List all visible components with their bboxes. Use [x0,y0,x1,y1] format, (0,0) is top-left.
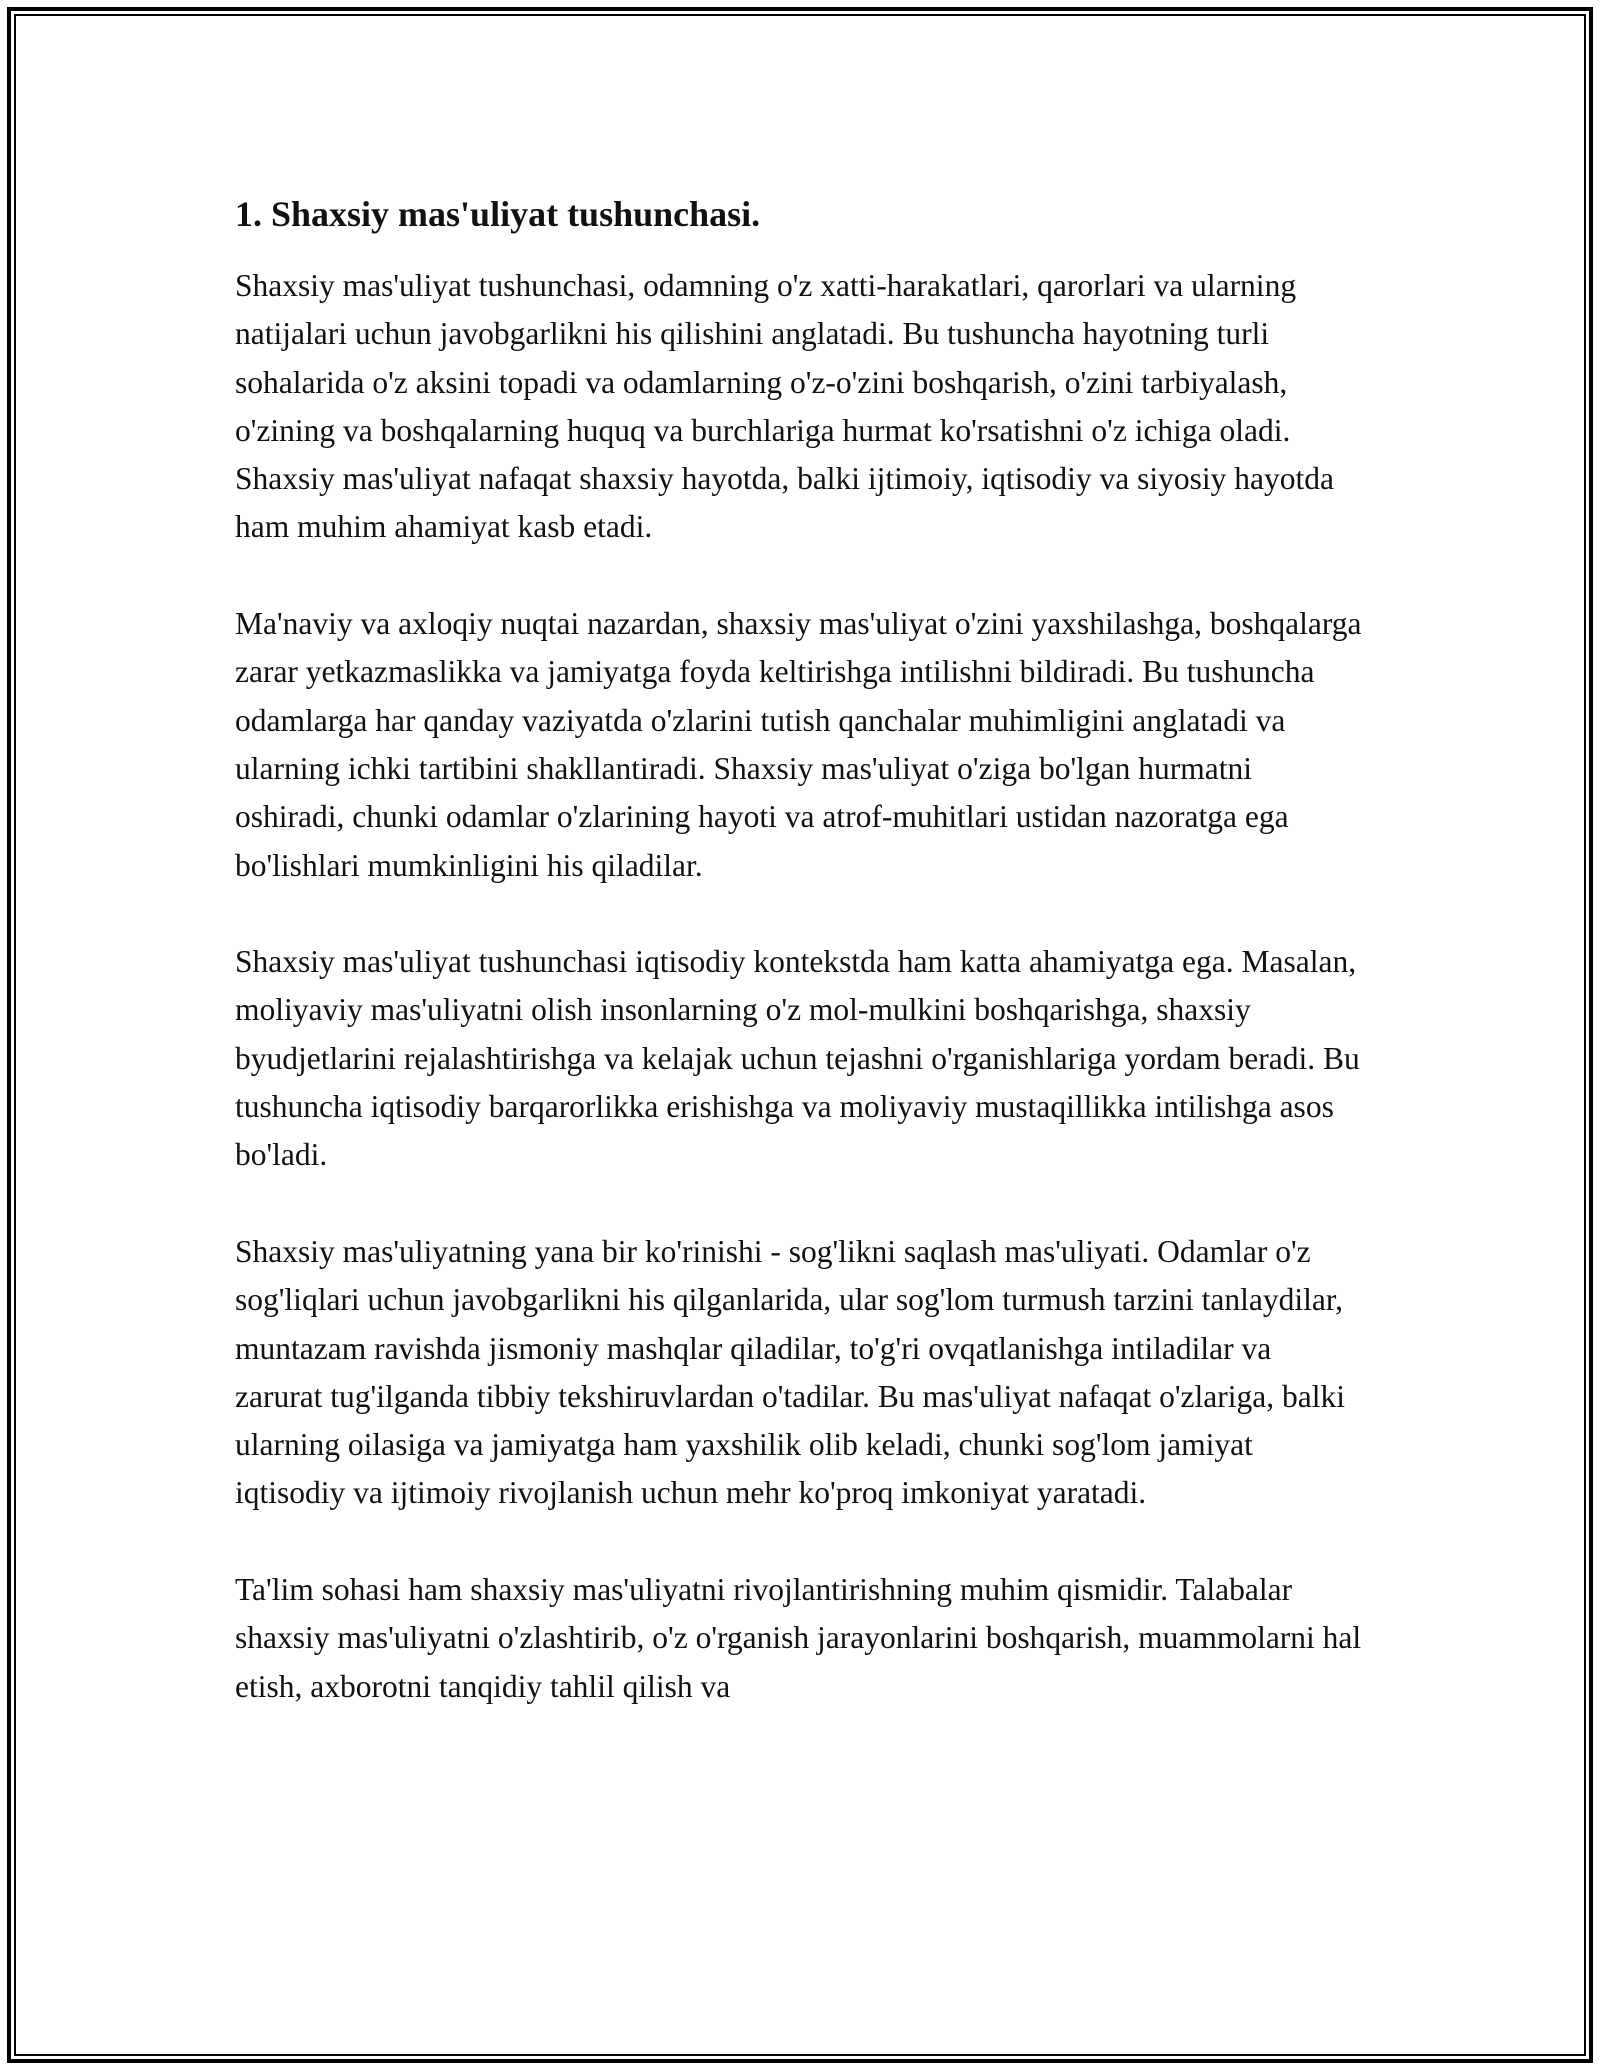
paragraph-3: Shaxsiy mas'uliyat tushunchasi iqtisodiy kontekstda ham katta ahamiyatga ega. Masalan, moliyaviy mas'uliyatni olish insonlarning o'z mol-mulkini boshqarishga, shaxsiy byudjetlarini rejalashtirishga va kelajak uchun tejashni o'rganishlariga yordam beradi. Bu tushuncha iqtisodiy barqarorlikka erishishga va moliyaviy mustaqillikka intilishga asos bo'ladi. [235,944,1360,1173]
paragraph-1: Shaxsiy mas'uliyat tushunchasi, odamning o'z xatti-harakatlari, qarorlari va ularning natijalari uchun javobgarlikni his qilishini anglatadi. Bu tushuncha hayotning turli sohalarida o'z aksini topadi va odamlarning o'z-o'zini boshqarish, o'zini tarbiyalash, o'zining va boshqalarning huquq va burchlariga hurmat ko'rsatishni o'z ichiga oladi. Shaxsiy mas'uliyat nafaqat shaxsiy hayotda, balki ijtimoiy, iqtisodiy va siyosiy hayotda ham muhim ahamiyat kasb etadi. [235,268,1334,545]
paragraph-2: Ma'naviy va axloqiy nuqtai nazardan, shaxsiy mas'uliyat o'zini yaxshilashga, boshqalarga zarar yetkazmaslikka va jamiyatga foyda keltirishga intilishni bildiradi. Bu tushuncha odamlarga har qanday vaziyatda o'zlarini tutish qanchalar muhimligini anglatadi va ularning ichki tartibini shakllantiradi. Shaxsiy mas'uliyat o'ziga bo'lgan hurmatni oshiradi, chunki odamlar o'zlarining hayoti va atrof-muhitlari ustidan nazoratga ega bo'lishlari mumkinligini his qiladilar. [235,606,1362,883]
paragraph-5: Ta'lim sohasi ham shaxsiy mas'uliyatni rivojlantirishning muhim qismidir. Talabalar shaxsiy mas'uliyatni o'zlashtirib, o'z o'rganish jarayonlarini boshqarish, muammolarni hal etish, axborotni tanqidiy tahlil qilish va [235,1572,1362,1704]
paragraph-4: Shaxsiy mas'uliyatning yana bir ko'rinishi - sog'likni saqlash mas'uliyati. Odamlar o'z sog'liqlari uchun javobgarlikni his qilganlarida, ular sog'lom turmush tarzini tanlaydilar, muntazam ravishda jismoniy mashqlar qiladilar, to'g'ri ovqatlanishga intiladilar va zarurat tug'ilganda tibbiy tekshiruvlardan o'tadilar. Bu mas'uliyat nafaqat o'zlariga, balki ularning oilasiga va jamiyatga ham yaxshilik olib keladi, chunki sog'lom jamiyat iqtisodiy va ijtimoiy rivojlanish uchun mehr ko'proq imkoniyat yaratadi. [235,1233,1345,1511]
section-heading: 1. Shaxsiy mas'uliyat tushunchasi. [235,194,761,234]
document-body [235,190,1365,1759]
